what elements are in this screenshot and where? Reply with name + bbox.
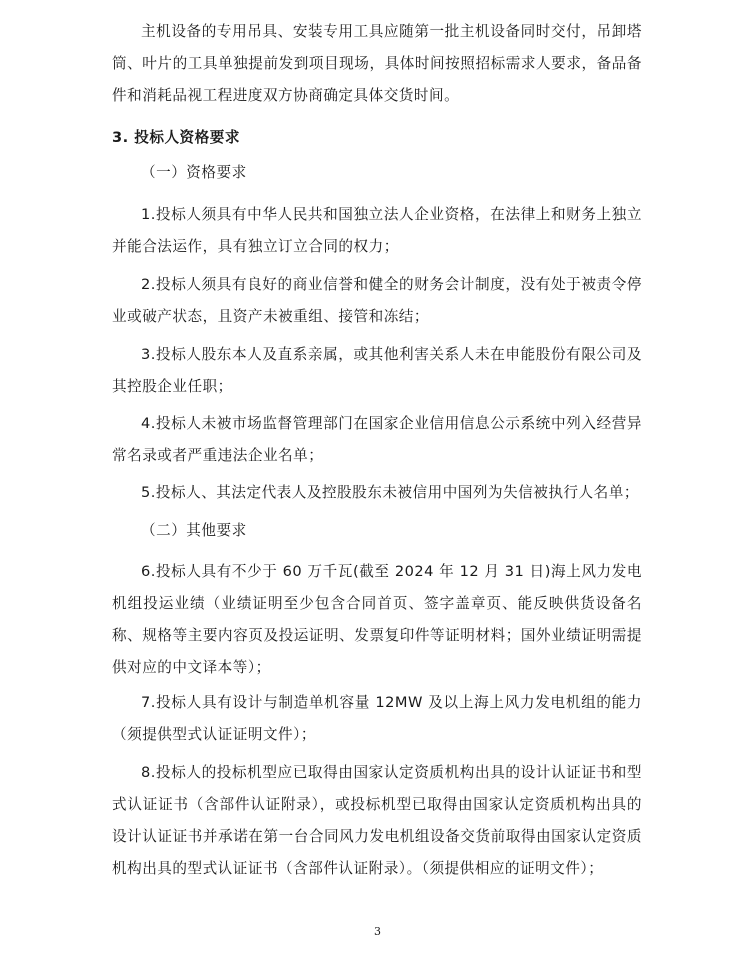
requirement-item-7: 7.投标人具有设计与制造单机容量 12MW 及以上海上风力发电机组的能力（须提供型式认证证明文件）； bbox=[112, 694, 642, 743]
subheading-other-requirements: （二）其他要求 bbox=[141, 522, 247, 539]
requirement-item-2: 2.投标人须具有良好的商业信誉和健全的财务会计制度，没有处于被责令停业或破产状态，且资产未被重组、接管和冻结； bbox=[112, 276, 642, 325]
requirement-item-8: 8.投标人的投标机型应已取得由国家认定资质机构出具的设计认证证书和型式认证证书（含部件认证附录），或投标机型已取得由国家认定资质机构出具的设计认证证书并承诺在第一台合同风力发电机组设备交货前取得由国家认定资质机构出具的型式认证证书（含部件认证附录）。（须提供相应的证明文件）； bbox=[112, 764, 642, 877]
paragraph-delivery-terms: 主机设备的专用吊具、安装专用工具应随第一批主机设备同时交付，吊卸塔筒、叶片的工具单独提前发到项目现场，具体时间按照招标需求人要求，备品备件和消耗品视工程进度双方协商确定具体交货时间。 bbox=[112, 23, 642, 104]
section-heading-bidder-qualifications: 3. 投标人资格要求 bbox=[112, 129, 240, 146]
requirement-item-5: 5.投标人、其法定代表人及控股股东未被信用中国列为失信被执行人名单； bbox=[141, 484, 639, 501]
requirement-item-1: 1.投标人须具有中华人民共和国独立法人企业资格，在法律上和财务上独立并能合法运作，具有独立订立合同的权力； bbox=[112, 206, 642, 255]
requirement-item-3: 3.投标人股东本人及直系亲属，或其他利害关系人未在申能股份有限公司及其控股企业任职； bbox=[112, 346, 642, 395]
requirement-item-6: 6.投标人具有不少于 60 万千瓦(截至 2024 年 12 月 31 日)海上风力发电机组投运业绩（业绩证明至少包含合同首页、签字盖章页、能反映供货设备名称、规格等主要内容页及投运证明、发票复印件等证明材料；国外业绩证明需提供对应的中文译本等）； bbox=[112, 563, 642, 676]
page-number: 3 bbox=[374, 925, 381, 938]
subheading-qualification-requirements: （一）资格要求 bbox=[141, 164, 247, 181]
requirement-item-4: 4.投标人未被市场监督管理部门在国家企业信用信息公示系统中列入经营异常名录或者严重违法企业名单； bbox=[112, 415, 642, 464]
